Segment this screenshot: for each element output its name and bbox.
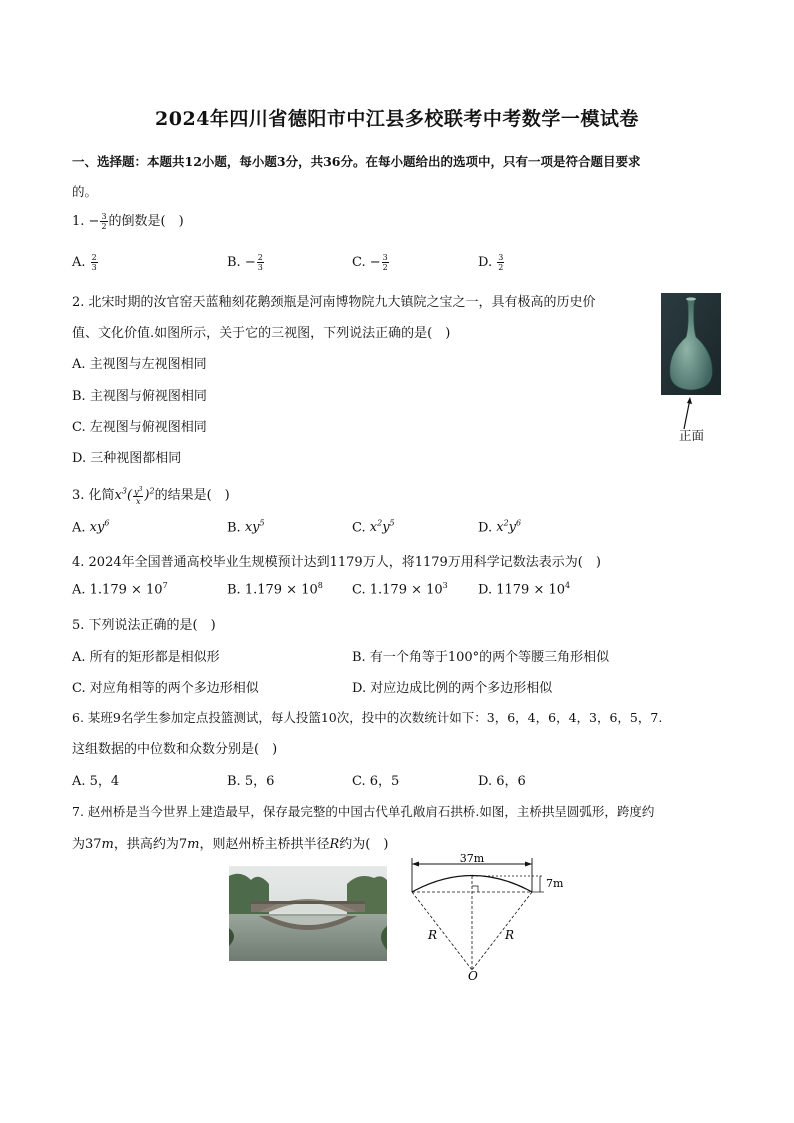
bridge-photo xyxy=(229,866,387,961)
q5-option-a[interactable]: A. 所有的矩形都是相似形 xyxy=(72,650,220,665)
frac-den: 3 xyxy=(257,263,263,272)
q1-stem: 的倒数是( ) xyxy=(108,214,184,229)
frac-den: 3 xyxy=(91,263,97,272)
option-exp: 7 xyxy=(162,581,168,590)
q7-unit-2: m xyxy=(187,837,200,852)
option-fraction xyxy=(382,253,389,272)
arch-diagram xyxy=(402,852,582,984)
q1-option-b[interactable] xyxy=(227,253,265,272)
q3-expression: $x^3$( $\frac{y^3}{x}$ )$^2$ xyxy=(114,485,155,507)
right-angle-mark xyxy=(472,886,478,892)
option-exp: 8 xyxy=(317,581,323,590)
q5-option-c[interactable]: C. 对应角相等的两个多边形相似 xyxy=(72,681,259,696)
frac-den: 2 xyxy=(498,263,504,272)
option-sign: − xyxy=(244,255,256,270)
option-label: B. xyxy=(227,582,245,598)
option-label: C. xyxy=(352,255,370,270)
q1-option-a[interactable] xyxy=(72,253,99,272)
option-coef: 1.179 xyxy=(369,582,407,598)
q3-prefix: 3. 化简 xyxy=(72,488,115,503)
radius-label-right: R xyxy=(505,928,515,942)
option-coef: 1.179 xyxy=(244,582,283,598)
question-1 xyxy=(72,210,184,231)
radius-right xyxy=(472,892,532,970)
q6-option-a[interactable]: A. 5，4 xyxy=(72,774,120,789)
frac-den: 2 xyxy=(382,263,388,272)
option-label: D. xyxy=(478,582,497,598)
vase-front-label: 正面 xyxy=(679,428,705,443)
q7-text-c: ，则赵州桥主桥拱半径 xyxy=(199,837,330,852)
option-fraction xyxy=(497,253,504,272)
page-title: 2024年四川省德阳市中江县多校联考中考数学一模试卷 xyxy=(155,108,639,130)
q7-radius-var: R xyxy=(329,837,340,852)
radius-label-left: R xyxy=(428,928,438,942)
option-label: B. xyxy=(227,255,245,270)
frac-num: 3 xyxy=(382,253,388,262)
height-label: 7m xyxy=(546,877,564,890)
option-label: C. xyxy=(352,520,370,536)
q5-stem: 5. 下列说法正确的是( ) xyxy=(72,618,216,633)
option-label: D. xyxy=(478,255,497,270)
section-heading-text: 一、选择题：本题共12小题，每小题3分，共36分。在每小题给出的选项中，只有一项是符合题目要求 xyxy=(72,154,641,169)
q2-option-a[interactable]: A. 主视图与左视图相同 xyxy=(72,357,207,372)
q3-option-d[interactable]: D. $x^2y^6$ xyxy=(478,519,522,536)
q3-option-b[interactable]: B. $xy^5$ xyxy=(227,519,265,536)
frac-num: 3 xyxy=(498,253,504,262)
option-sign: − xyxy=(369,255,381,270)
q1-option-c[interactable] xyxy=(352,253,390,272)
frac-num: 2 xyxy=(91,253,97,262)
option-coef: 1179 xyxy=(496,582,530,598)
q6-option-c[interactable]: C. 6，5 xyxy=(352,774,400,789)
q1-number: 1. xyxy=(72,214,89,229)
section-heading-cont: 的。 xyxy=(72,184,98,199)
q7-text-a: 为37 xyxy=(72,837,102,852)
q6-stem-line2: 这组数据的中位数和众数分别是( ) xyxy=(72,742,278,757)
option-exp: 3 xyxy=(442,581,448,590)
q3-option-a[interactable]: A. $xy^6$ xyxy=(72,519,110,536)
q7-text-d: 约为( ) xyxy=(339,837,389,852)
q5-option-d[interactable]: D. 对应边成比例的两个多边形相似 xyxy=(352,681,553,696)
q4-option-d[interactable]: D. $1179 \times 10^4$ xyxy=(478,581,571,598)
q5-option-b[interactable]: B. 有一个角等于100°的两个等腰三角形相似 xyxy=(352,650,610,665)
section-heading xyxy=(72,147,732,207)
q2-option-d[interactable]: D. 三种视图都相同 xyxy=(72,451,182,466)
option-fraction xyxy=(91,253,98,272)
q4-stem: 4. 2024年全国普通高校毕业生规模预计达到1179万人，将1179万用科学记数法表示为( ) xyxy=(72,555,601,570)
q7-stem-line2 xyxy=(72,833,388,852)
option-label: B. xyxy=(227,520,245,536)
q6-stem-line1: 6. 某班9名学生参加定点投篮测试，每人投篮10次，投中的次数统计如下：3，6，4，6，4，3，6，5，7. xyxy=(72,710,663,725)
option-coef: 1.179 xyxy=(89,582,127,598)
q4-option-c[interactable]: C. $1.179 \times 10^3$ xyxy=(352,581,448,598)
q7-stem-line1: 7. 赵州桥是当今世界上建造最早，保存最完整的中国古代单孔敞肩石拱桥.如图，主桥拱呈圆弧形，跨度约 xyxy=(72,804,655,819)
radius-left xyxy=(412,892,472,970)
span-label: 37m xyxy=(459,852,485,865)
q6-option-d[interactable]: D. 6，6 xyxy=(478,774,526,789)
option-exp: 4 xyxy=(565,581,571,590)
q3-suffix: 的结果是( ) xyxy=(154,488,230,503)
q2-option-b[interactable]: B. 主视图与俯视图相同 xyxy=(72,389,207,404)
q4-option-b[interactable]: B. $1.179 \times 10^8$ xyxy=(227,581,323,598)
q2-stem-line1: 2. 北宋时期的汝官窑天蓝釉刻花鹅颈瓶是河南博物院九大镇院之宝之一，具有极高的历史价 xyxy=(72,295,596,310)
q4-option-a[interactable]: A. $1.179 \times 10^7$ xyxy=(72,581,168,598)
option-label: A. xyxy=(72,255,90,270)
question-3 xyxy=(72,484,230,506)
q1-frac-den: 2 xyxy=(101,222,107,231)
option-label: D. xyxy=(478,520,497,536)
q1-fraction xyxy=(100,212,107,231)
q2-stem-line2: 值、文化价值.如图所示，关于它的三视图，下列说法正确的是( ) xyxy=(72,326,451,341)
q7-unit-1: m xyxy=(101,837,114,852)
option-fraction xyxy=(257,253,264,272)
option-label: C. xyxy=(352,582,370,598)
option-label: A. xyxy=(72,520,90,536)
q3-option-c[interactable]: C. $x^2y^5$ xyxy=(352,519,395,536)
q6-option-b[interactable]: B. 5，6 xyxy=(227,774,275,789)
frac-num: 2 xyxy=(257,253,263,262)
q1-minus: − xyxy=(88,214,100,229)
q7-text-b: ，拱高约为7 xyxy=(113,837,188,852)
q1-option-d[interactable] xyxy=(478,253,505,272)
center-label: O xyxy=(468,969,478,983)
q2-option-c[interactable]: C. 左视图与俯视图相同 xyxy=(72,420,207,435)
option-label: A. xyxy=(72,582,90,598)
q1-frac-num: 3 xyxy=(101,212,107,221)
